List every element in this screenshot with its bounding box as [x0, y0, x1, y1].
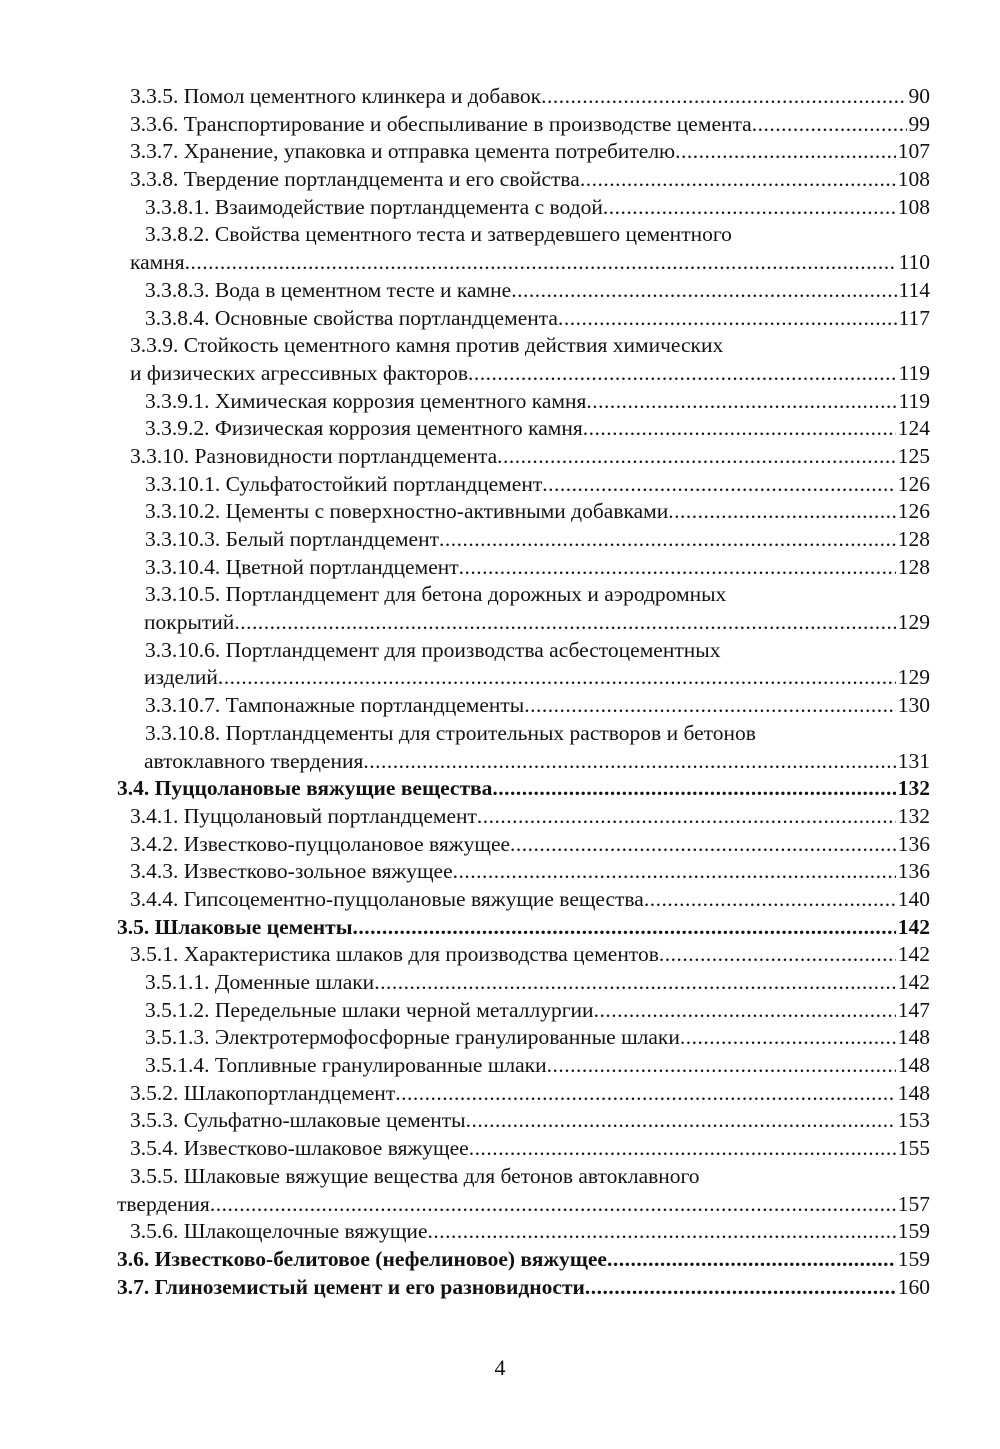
toc-entry-title: 3.3.6. Транспортирование и обеспыливание в производстве цемента	[130, 111, 752, 136]
dot-leader	[218, 664, 896, 692]
toc-page-number: 142	[897, 942, 930, 967]
toc-entry-title: 3.3.7. Хранение, упаковка и отправка цемента потребителю	[130, 139, 676, 164]
dot-leader	[659, 941, 896, 969]
toc-entry-title: 3.4.1. Пуццолановый портландцемент	[130, 803, 477, 828]
toc-page-number: 142	[897, 970, 930, 994]
toc-entry-title: 3.3.8. Твердение портландцемента и его свойства	[130, 167, 580, 192]
toc-entry	[0, 858, 1000, 886]
toc-page-number: 132	[897, 776, 930, 801]
toc-page-number: 147	[897, 997, 930, 1022]
toc-entry-title: 3.3.8.3. Вода в цементном тесте и камне	[145, 277, 512, 302]
dot-leader	[510, 831, 896, 859]
toc-entry	[0, 138, 1000, 166]
toc-entry	[0, 1218, 1000, 1246]
toc-section-heading	[0, 914, 1000, 942]
dot-leader	[466, 1107, 896, 1135]
dot-leader	[374, 969, 896, 997]
toc-entry	[0, 1191, 1000, 1219]
toc-entry-title: 3.4.2. Известково-пуццолановое вяжущее	[130, 831, 511, 856]
toc-page-number: 140	[897, 886, 930, 911]
dot-leader	[427, 1218, 895, 1246]
dot-leader	[234, 609, 895, 637]
toc-entry-title-line2: и физических агрессивных факторов	[130, 360, 468, 385]
dot-leader	[353, 914, 896, 942]
toc-entry-title: 3.4. Пуццолановые вяжущие вещества	[117, 776, 493, 801]
toc-entry	[0, 498, 1000, 526]
toc-entry-title-line1: 3.3.10.5. Портландцемент для бетона дорожных и аэродромных	[145, 582, 727, 607]
toc-entry-title: 3.5.2. Шлакопортландцемент	[130, 1080, 396, 1105]
toc-page-number: 110	[898, 250, 930, 275]
page-number: 4	[494, 1355, 506, 1380]
toc-section-heading	[0, 1274, 1000, 1302]
dot-leader	[459, 554, 896, 582]
toc-entry	[0, 83, 1000, 111]
toc-entry-title: 3.3.10.4. Цветной портландцемент	[145, 554, 459, 579]
dot-leader	[547, 1052, 896, 1080]
dot-leader	[395, 1080, 896, 1108]
dot-leader	[210, 1191, 896, 1219]
toc-entry-title-line2: покрытий	[144, 610, 235, 635]
dot-leader	[468, 360, 897, 388]
toc-entry-title: 3.5.1.4. Топливные гранулированные шлаки	[145, 1053, 547, 1078]
toc-page-number: 159	[897, 1219, 930, 1244]
toc-entry	[0, 249, 1000, 277]
toc-page-number: 119	[898, 388, 930, 413]
toc-page-number: 99	[908, 111, 930, 136]
dot-leader	[511, 277, 896, 305]
toc-page-number: 148	[897, 1025, 930, 1050]
toc-entry-title: 3.5.1.3. Электротермофосфорные гранулированные шлаки	[145, 1025, 680, 1050]
toc-entry	[0, 1080, 1000, 1108]
toc-page-number: 159	[897, 1246, 930, 1271]
toc-page-number: 124	[897, 416, 930, 441]
toc-page-number: 131	[897, 748, 930, 773]
dot-leader	[585, 1274, 896, 1302]
toc-entry-title: 3.5. Шлаковые цементы	[117, 914, 353, 939]
dot-leader	[607, 1246, 896, 1274]
toc-entry-title: 3.4.4. Гипсоцементно-пуццолановые вяжущие вещества	[130, 886, 644, 911]
toc-entry-title: 3.5.3. Сульфатно-шлаковые цементы	[130, 1108, 466, 1133]
dot-leader	[752, 111, 907, 139]
toc-entry	[0, 609, 1000, 637]
toc-entry-title: 3.3.8.4. Основные свойства портландцемента	[145, 305, 558, 330]
toc-entry-title-line2: изделий	[144, 665, 218, 690]
toc-entry-title-line2: твердения	[117, 1191, 210, 1216]
toc-entry-title: 3.5.6. Шлакощелочные вяжущие	[130, 1219, 428, 1244]
toc-entry	[0, 997, 1000, 1025]
dot-leader	[453, 858, 896, 886]
toc-page-number: 126	[897, 499, 930, 524]
toc-entry	[0, 305, 1000, 333]
toc-page-number: 148	[897, 1080, 930, 1105]
toc-entry-title-line1: 3.3.8.2. Свойства цементного теста и затвердевшего цементного	[145, 222, 732, 247]
toc-page-number: 132	[897, 803, 930, 828]
toc-page-number: 108	[897, 167, 930, 192]
dot-leader	[594, 997, 896, 1025]
toc-entry	[0, 554, 1000, 582]
toc-entry	[0, 388, 1000, 416]
toc-page-number: 128	[897, 554, 930, 579]
toc-entry	[0, 471, 1000, 499]
toc-entry	[0, 969, 1000, 997]
dot-leader	[363, 748, 895, 776]
toc-entry	[0, 1052, 1000, 1080]
toc-page-number: 153	[897, 1108, 930, 1133]
toc-entry	[0, 443, 1000, 471]
toc-entry-title: 3.6. Известково-белитовое (нефелиновое) вяжущее	[117, 1246, 607, 1271]
toc-entry-title-line1: 3.5.5. Шлаковые вяжущие вещества для бетонов автоклавного	[130, 1163, 700, 1188]
toc-entry-title: 3.7. Глиноземистый цемент и его разновидности	[117, 1274, 585, 1299]
toc-entry	[0, 1024, 1000, 1052]
toc-page-number: 157	[897, 1191, 930, 1216]
toc-page-number: 125	[897, 443, 930, 468]
toc-page-number: 119	[898, 360, 930, 385]
dot-leader	[586, 388, 896, 416]
toc-section-heading	[0, 775, 1000, 803]
toc-entry	[0, 111, 1000, 139]
toc-entry-title: 3.3.10.7. Тампонажные портландцементы	[145, 693, 525, 718]
toc-page-number: 136	[897, 859, 930, 884]
toc-entry-title: 3.5.1.2. Передельные шлаки черной металлургии	[145, 997, 594, 1022]
dot-leader	[541, 83, 906, 111]
toc-page-number: 129	[897, 665, 930, 690]
dot-leader	[524, 692, 896, 720]
dot-leader	[680, 1024, 896, 1052]
toc-entry	[0, 886, 1000, 914]
dot-leader	[469, 1135, 896, 1163]
toc-entry	[0, 194, 1000, 222]
toc-page-number: 90	[908, 84, 930, 108]
toc-entry	[0, 692, 1000, 720]
toc-entry-title: 3.3.5. Помол цементного клинкера и добавок	[130, 84, 542, 108]
toc-page-number: 128	[897, 527, 930, 551]
toc-page-number: 155	[897, 1136, 930, 1161]
dot-leader	[542, 471, 896, 499]
toc-entry	[0, 1135, 1000, 1163]
toc-entry-title: 3.3.9.2. Физическая коррозия цементного камня	[145, 416, 583, 441]
toc-entry	[0, 166, 1000, 194]
toc-entry	[0, 831, 1000, 859]
toc-entry-title-line2: автоклавного твердения	[144, 748, 364, 773]
toc-entry	[0, 664, 1000, 692]
toc-entry	[0, 1107, 1000, 1135]
dot-leader	[583, 415, 896, 443]
toc-page-number: 129	[897, 610, 930, 635]
toc-entry-title-line1: 3.3.10.8. Портландцементы для строительных растворов и бетонов	[145, 720, 756, 745]
dot-leader	[603, 194, 896, 222]
toc-entry-title: 3.3.10.2. Цементы с поверхностно-активными добавками	[145, 499, 669, 524]
toc-page-number: 136	[897, 831, 930, 856]
dot-leader	[185, 249, 897, 277]
dot-leader	[439, 526, 896, 554]
toc-page-number: 142	[897, 914, 930, 939]
toc-entry-title: 3.5.4. Известково-шлаковое вяжущее	[130, 1136, 469, 1161]
toc-page-number: 126	[897, 471, 930, 496]
toc-entry-title: 3.3.10.3. Белый портландцемент	[145, 527, 439, 551]
dot-leader	[644, 886, 896, 914]
dot-leader	[668, 498, 896, 526]
dot-leader	[558, 305, 897, 333]
dot-leader	[675, 138, 896, 166]
toc-page-number: 114	[898, 277, 930, 302]
toc-entry-title: 3.4.3. Известково-зольное вяжущее	[130, 859, 453, 884]
toc-entry-title: 3.3.9.1. Химическая коррозия цементного камня	[145, 388, 587, 413]
toc-section-heading	[0, 1246, 1000, 1274]
toc-entry-title-line1: 3.3.9. Стойкость цементного камня против действия химических	[130, 333, 724, 358]
toc-entry-title: 3.3.10. Разновидности портландцемента	[130, 443, 498, 468]
toc-entry-title-line1: 3.3.10.6. Портландцемент для производства асбестоцементных	[145, 637, 721, 662]
toc-entry	[0, 803, 1000, 831]
toc-page-number: 108	[897, 194, 930, 219]
toc-entry-title: 3.5.1.1. Доменные шлаки	[145, 970, 375, 994]
table-of-contents	[0, 83, 1000, 1301]
dot-leader	[492, 775, 895, 803]
toc-page-number: 160	[897, 1274, 930, 1299]
toc-entry-title: 3.3.10.1. Сульфатостойкий портландцемент	[145, 471, 543, 496]
dot-leader	[580, 166, 896, 194]
dot-leader	[497, 443, 896, 471]
toc-page-number: 117	[898, 305, 930, 330]
toc-entry	[0, 415, 1000, 443]
toc-entry	[0, 526, 1000, 554]
toc-entry-title: 3.5.1. Характеристика шлаков для производства цементов	[130, 942, 659, 967]
toc-page-number: 148	[897, 1053, 930, 1078]
toc-entry	[0, 360, 1000, 388]
toc-entry	[0, 277, 1000, 305]
dot-leader	[477, 803, 896, 831]
toc-entry-title-line2: камня	[130, 250, 185, 275]
toc-page-number: 130	[897, 693, 930, 718]
toc-entry	[0, 941, 1000, 969]
toc-entry	[0, 748, 1000, 776]
toc-entry-title: 3.3.8.1. Взаимодействие портландцемента с водой	[145, 194, 603, 219]
toc-page-number: 107	[897, 139, 930, 164]
